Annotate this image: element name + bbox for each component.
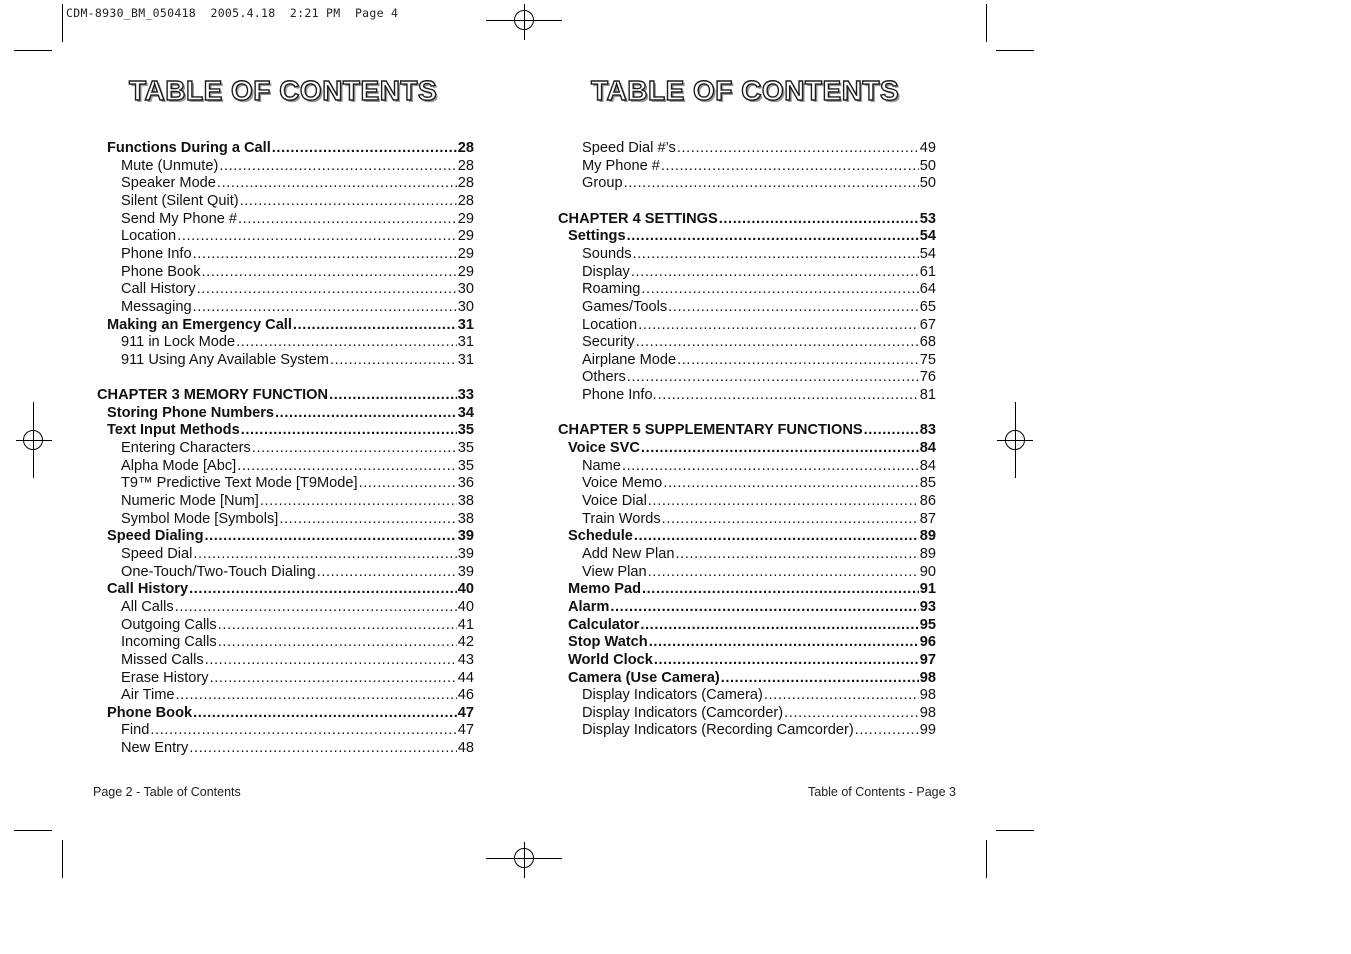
toc-entry-page: 31 [457,351,474,368]
registration-mark-bottom [514,848,534,868]
toc-dot-leader [219,157,456,175]
toc-entry [121,298,474,316]
toc-entry-page: 40 [457,581,474,598]
toc-entry [107,316,474,334]
toc-entry-page: 38 [457,510,474,527]
toc-entry [582,545,936,563]
toc-entry [107,421,474,439]
toc-entry-page: 76 [919,369,936,386]
toc-entry-page: 54 [919,228,936,245]
toc-entry-title: Call History [107,581,189,598]
toc-entry [121,263,474,281]
toc-entry [121,510,474,528]
toc-entry [568,598,936,616]
toc-entry-page: 36 [457,475,474,492]
toc-entry-page: 29 [457,228,474,245]
toc-entry-title: Others [582,369,626,386]
toc-entry [582,298,936,316]
toc-entry-title: Speed Dialing [107,528,204,545]
toc-entry-title: Phone Book [107,704,193,721]
toc-dot-leader [193,704,457,722]
toc-entry [582,174,936,192]
toc-entry-title: Schedule [568,528,633,545]
toc-entry [121,245,474,263]
toc-entry-page: 30 [457,298,474,315]
toc-dot-leader [864,421,919,439]
toc-entry [121,227,474,245]
toc-entry [582,563,936,581]
toc-entry [582,368,936,386]
toc-entry [582,333,936,351]
toc-entry [582,386,936,404]
right-page-footer: Table of Contents - Page 3 [808,785,957,799]
toc-dot-leader [252,439,457,457]
toc-entry-title: Display Indicators (Recording Camcorder) [582,722,854,739]
toc-entry [568,227,936,245]
toc-dot-leader [293,316,457,334]
toc-entry-title: CHAPTER 5 SUPPLEMENTARY FUNCTIONS [558,422,863,439]
toc-entry [582,139,936,157]
toc-entry-page: 64 [919,281,936,298]
toc-entry-title: T9™ Predictive Text Mode [T9Mode] [121,475,358,492]
toc-dot-leader [622,457,919,475]
toc-entry-title: Messaging [121,298,192,315]
toc-dot-leader [359,474,457,492]
toc-entry [582,721,936,739]
toc-entry [107,527,474,545]
toc-entry-title: Incoming Calls [121,634,217,651]
toc-entry-page: 39 [457,563,474,580]
toc-dot-leader [260,492,457,510]
toc-entry-title: Voice Dial [582,493,647,509]
toc-dot-leader [719,210,919,228]
toc-entry-page: 43 [457,651,474,668]
toc-entry-page: 48 [457,740,474,757]
toc-dot-leader [193,245,457,263]
toc-entry-page: 47 [457,722,474,739]
toc-entry [121,192,474,210]
toc-entry-page: 53 [919,210,936,227]
toc-entry-title: Airplane Mode [582,351,677,368]
toc-entry [582,457,936,475]
toc-dot-leader [677,139,919,157]
toc-entry-page: 28 [457,157,474,174]
toc-entry [121,474,474,492]
toc-dot-leader [636,333,919,351]
toc-entry-title: Camera (Use Camera) [568,669,720,686]
toc-dot-leader [217,174,457,192]
toc-entry-title: Symbol Mode [Symbols] [121,510,279,527]
toc-dot-leader [633,245,919,263]
toc-entry [121,492,474,510]
toc-entry [121,739,474,757]
toc-entry-page: 41 [457,616,474,633]
toc-dot-leader [627,227,919,245]
toc-entry-page: 96 [919,634,936,651]
toc-dot-leader [624,174,919,192]
toc-entry-title: Security [582,334,635,351]
toc-entry [568,616,936,634]
toc-entry-title: Display Indicators (Camera) [582,687,763,704]
toc-entry-page: 33 [457,387,474,404]
toc-entry-page: 61 [919,263,936,280]
toc-entry [121,651,474,669]
toc-entry-page: 30 [457,281,474,298]
toc-dot-leader [634,527,919,545]
toc-entry-page: 29 [457,263,474,280]
toc-entry [107,704,474,722]
toc-entry-page: 54 [919,245,936,262]
toc-entry-page: 28 [457,140,474,156]
toc-entry-title: Alpha Mode [Abc] [121,457,237,474]
toc-entry [568,633,936,651]
toc-entry-page: 39 [457,528,474,545]
toc-entry-page: 47 [457,704,474,721]
toc-entry-page: 35 [457,440,474,457]
toc-dot-leader [641,439,919,457]
toc-entry-title: World Clock [568,651,653,668]
toc-entry-title: View Plan [582,563,647,580]
toc-entry-title: All Calls [121,598,174,615]
toc-entry-page: 90 [919,563,936,580]
toc-entry-page: 98 [919,687,936,704]
toc-entry-title: Phone Book [121,263,201,280]
toc-entry-title: Functions During a Call [107,140,271,156]
toc-entry [121,457,474,475]
toc-entry-page: 87 [919,510,936,527]
toc-dot-leader [642,580,919,598]
toc-dot-leader [329,386,457,404]
toc-entry-page: 89 [919,545,936,562]
toc-entry [97,386,474,404]
toc-entry-page: 40 [457,598,474,615]
toc-entry-title: Missed Calls [121,651,204,668]
toc-entry-title: Sounds [582,245,632,262]
toc-entry-page: 97 [919,651,936,668]
toc-dot-leader [658,386,919,404]
toc-entry-title: Display Indicators (Camcorder) [582,704,784,721]
toc-entry-page: 89 [919,528,936,545]
toc-dot-leader [150,721,456,739]
toc-entry-page: 85 [919,475,936,492]
toc-dot-leader [641,280,918,298]
toc-entry-title: Call History [121,281,196,298]
toc-entry [121,721,474,739]
toc-entry [121,616,474,634]
toc-entry-title: Speed Dial [121,545,193,562]
toc-dot-leader [175,598,457,616]
toc-entry [121,210,474,228]
toc-entry-title: New Entry [121,740,189,757]
toc-entry [568,651,936,669]
toc-dot-leader [236,333,457,351]
toc-entry-title: Phone Info. [582,387,657,404]
toc-entry [121,280,474,298]
toc-dot-leader [662,510,919,528]
toc-entry-page: 95 [919,616,936,633]
toc-dot-leader [649,633,919,651]
toc-entry-page: 28 [457,175,474,192]
toc-dot-leader [721,669,919,687]
toc-entry [582,157,936,175]
toc-entry-title: Calculator [568,616,640,633]
toc-entry-title: Display [582,263,630,280]
toc-dot-leader [218,633,457,651]
toc-dot-leader [205,527,457,545]
toc-entry [582,704,936,722]
print-slug-line: CDM-8930_BM_050418 2005.4.18 2:21 PM Page 4 [66,6,399,20]
toc-entry-title: Location [582,316,638,333]
toc-dot-leader [238,210,457,228]
toc-dot-leader [764,686,919,704]
toc-entry [568,439,936,457]
toc-entry-page: 31 [457,316,474,333]
left-page-footer: Page 2 - Table of Contents [93,785,241,799]
toc-dot-leader [677,351,919,369]
toc-entry-title: Settings [568,228,626,245]
toc-dot-leader [210,669,457,687]
toc-entry-title: 911 in Lock Mode [121,334,236,351]
toc-dot-leader [654,651,919,669]
toc-entry [121,669,474,687]
toc-entry-title: Entering Characters [121,440,251,457]
toc-entry-page: 99 [919,722,936,739]
toc-entry [568,527,936,545]
toc-dot-leader [855,721,919,739]
toc-entry [582,510,936,528]
toc-entry-title: Speaker Mode [121,175,216,192]
toc-dot-leader [317,563,457,581]
toc-entry-page: 65 [919,298,936,315]
toc-entry [568,669,936,687]
toc-entry-title: Name [582,457,621,474]
toc-entry-title: CHAPTER 3 MEMORY FUNCTION [97,387,329,404]
toc-dot-leader [330,351,457,369]
toc-entry-page: 93 [919,598,936,615]
toc-entry-page: 35 [457,457,474,474]
toc-entry-title: Mute (Unmute) [121,157,219,174]
registration-mark-left [23,430,43,450]
toc-entry [582,686,936,704]
toc-dot-leader [193,545,456,563]
toc-dot-leader [193,298,457,316]
toc-dot-leader [237,457,457,475]
toc-entry-page: 49 [919,140,936,156]
toc-entry [121,351,474,369]
toc-entry [582,351,936,369]
toc-entry-title: Alarm [568,598,610,615]
toc-dot-leader [241,421,457,439]
toc-entry [121,686,474,704]
toc-entry-title: Send My Phone # [121,210,238,227]
toc-entry [121,545,474,563]
toc-entry-title: Silent (Silent Quit) [121,192,239,209]
toc-entry-page: 28 [457,192,474,209]
toc-entry-title: CHAPTER 4 SETTINGS [558,210,718,227]
toc-entry-page: 29 [457,210,474,227]
toc-entry-title: My Phone # [582,157,660,174]
toc-entry-page: 38 [457,493,474,509]
toc-entry-title: Erase History [121,669,209,686]
toc-entry [582,492,936,510]
toc-entry [121,563,474,581]
toc-entry [107,580,474,598]
toc-entry-page: 34 [457,404,474,421]
toc-entry [121,174,474,192]
toc-entry-title: Speed Dial #’s [582,140,676,156]
toc-dot-leader [668,298,919,316]
toc-entry-page: 83 [919,422,936,439]
toc-dot-leader [177,227,457,245]
toc-dot-leader [240,192,457,210]
toc-entry-page: 46 [457,687,474,704]
left-page-title: TABLE OF CONTENTS [129,75,438,106]
toc-entry-page: 84 [919,440,936,457]
toc-entry-page: 98 [919,669,936,686]
right-page-title: TABLE OF CONTENTS [591,75,900,106]
toc-entry-page: 84 [919,457,936,474]
toc-entry-title: 911 Using Any Available System [121,351,329,368]
toc-dot-leader [279,510,456,528]
toc-dot-leader [197,280,457,298]
toc-dot-leader [631,263,919,281]
toc-entry [121,333,474,351]
toc-entry-title: Games/Tools [582,298,668,315]
toc-entry-title: Phone Info [121,245,192,262]
toc-entry-page: 68 [919,334,936,351]
toc-dot-leader [275,404,457,422]
toc-dot-leader [663,474,918,492]
toc-entry-title: Numeric Mode [Num] [121,493,259,509]
toc-entry-title: Storing Phone Numbers [107,404,275,421]
toc-entry-page: 98 [919,704,936,721]
toc-entry-title: Making an Emergency Call [107,316,292,333]
toc-entry [558,210,936,228]
toc-entry [121,633,474,651]
toc-dot-leader [640,616,918,634]
toc-entry-title: One-Touch/Two-Touch Dialing [121,563,316,580]
toc-entry-title: Voice Memo [582,475,663,492]
toc-entry-title: Find [121,722,150,739]
toc-dot-leader [638,316,919,334]
toc-entry-title: Add New Plan [582,545,675,562]
toc-dot-leader [189,580,457,598]
toc-entry-title: Outgoing Calls [121,616,217,633]
toc-entry [121,157,474,175]
toc-entry-page: 29 [457,245,474,262]
toc-dot-leader [189,739,456,757]
toc-entry-title: Memo Pad [568,581,641,598]
toc-entry-page: 81 [919,387,936,404]
toc-dot-leader [675,545,918,563]
toc-dot-leader [661,157,919,175]
toc-entry [107,404,474,422]
toc-dot-leader [272,139,457,157]
toc-entry-page: 39 [457,545,474,562]
toc-dot-leader [202,263,457,281]
toc-dot-leader [627,368,919,386]
toc-entry-page: 50 [919,157,936,174]
toc-entry [558,421,936,439]
toc-entry-page: 44 [457,669,474,686]
toc-dot-leader [648,563,919,581]
toc-entry-page: 35 [457,422,474,439]
toc-entry-page: 86 [919,493,936,509]
toc-entry-title: Group [582,175,623,192]
toc-entry-title: Air Time [121,687,175,704]
toc-entry-page: 31 [457,334,474,351]
toc-entry-title: Location [121,228,177,245]
toc-entry-title: Text Input Methods [107,422,240,439]
toc-entry [582,474,936,492]
toc-dot-leader [648,492,919,510]
toc-entry [121,439,474,457]
toc-dot-leader [218,616,457,634]
toc-entry-title: Voice SVC [568,440,640,457]
toc-entry-page: 91 [919,581,936,598]
toc-entry-page: 67 [919,316,936,333]
registration-mark-top [514,10,534,30]
toc-entry [582,316,936,334]
toc-entry-page: 50 [919,175,936,192]
registration-mark-right [1005,430,1025,450]
toc-dot-leader [784,704,919,722]
toc-dot-leader [176,686,457,704]
toc-entry-title: Stop Watch [568,634,648,651]
toc-entry-page: 42 [457,634,474,651]
toc-entry-title: Train Words [582,510,661,527]
toc-entry-page: 75 [919,351,936,368]
toc-entry [568,580,936,598]
toc-entry-title: Roaming [582,281,641,298]
toc-dot-leader [610,598,918,616]
toc-entry [582,245,936,263]
toc-entry [107,139,474,157]
toc-dot-leader [205,651,457,669]
toc-entry [582,263,936,281]
toc-entry [121,598,474,616]
toc-entry [582,280,936,298]
